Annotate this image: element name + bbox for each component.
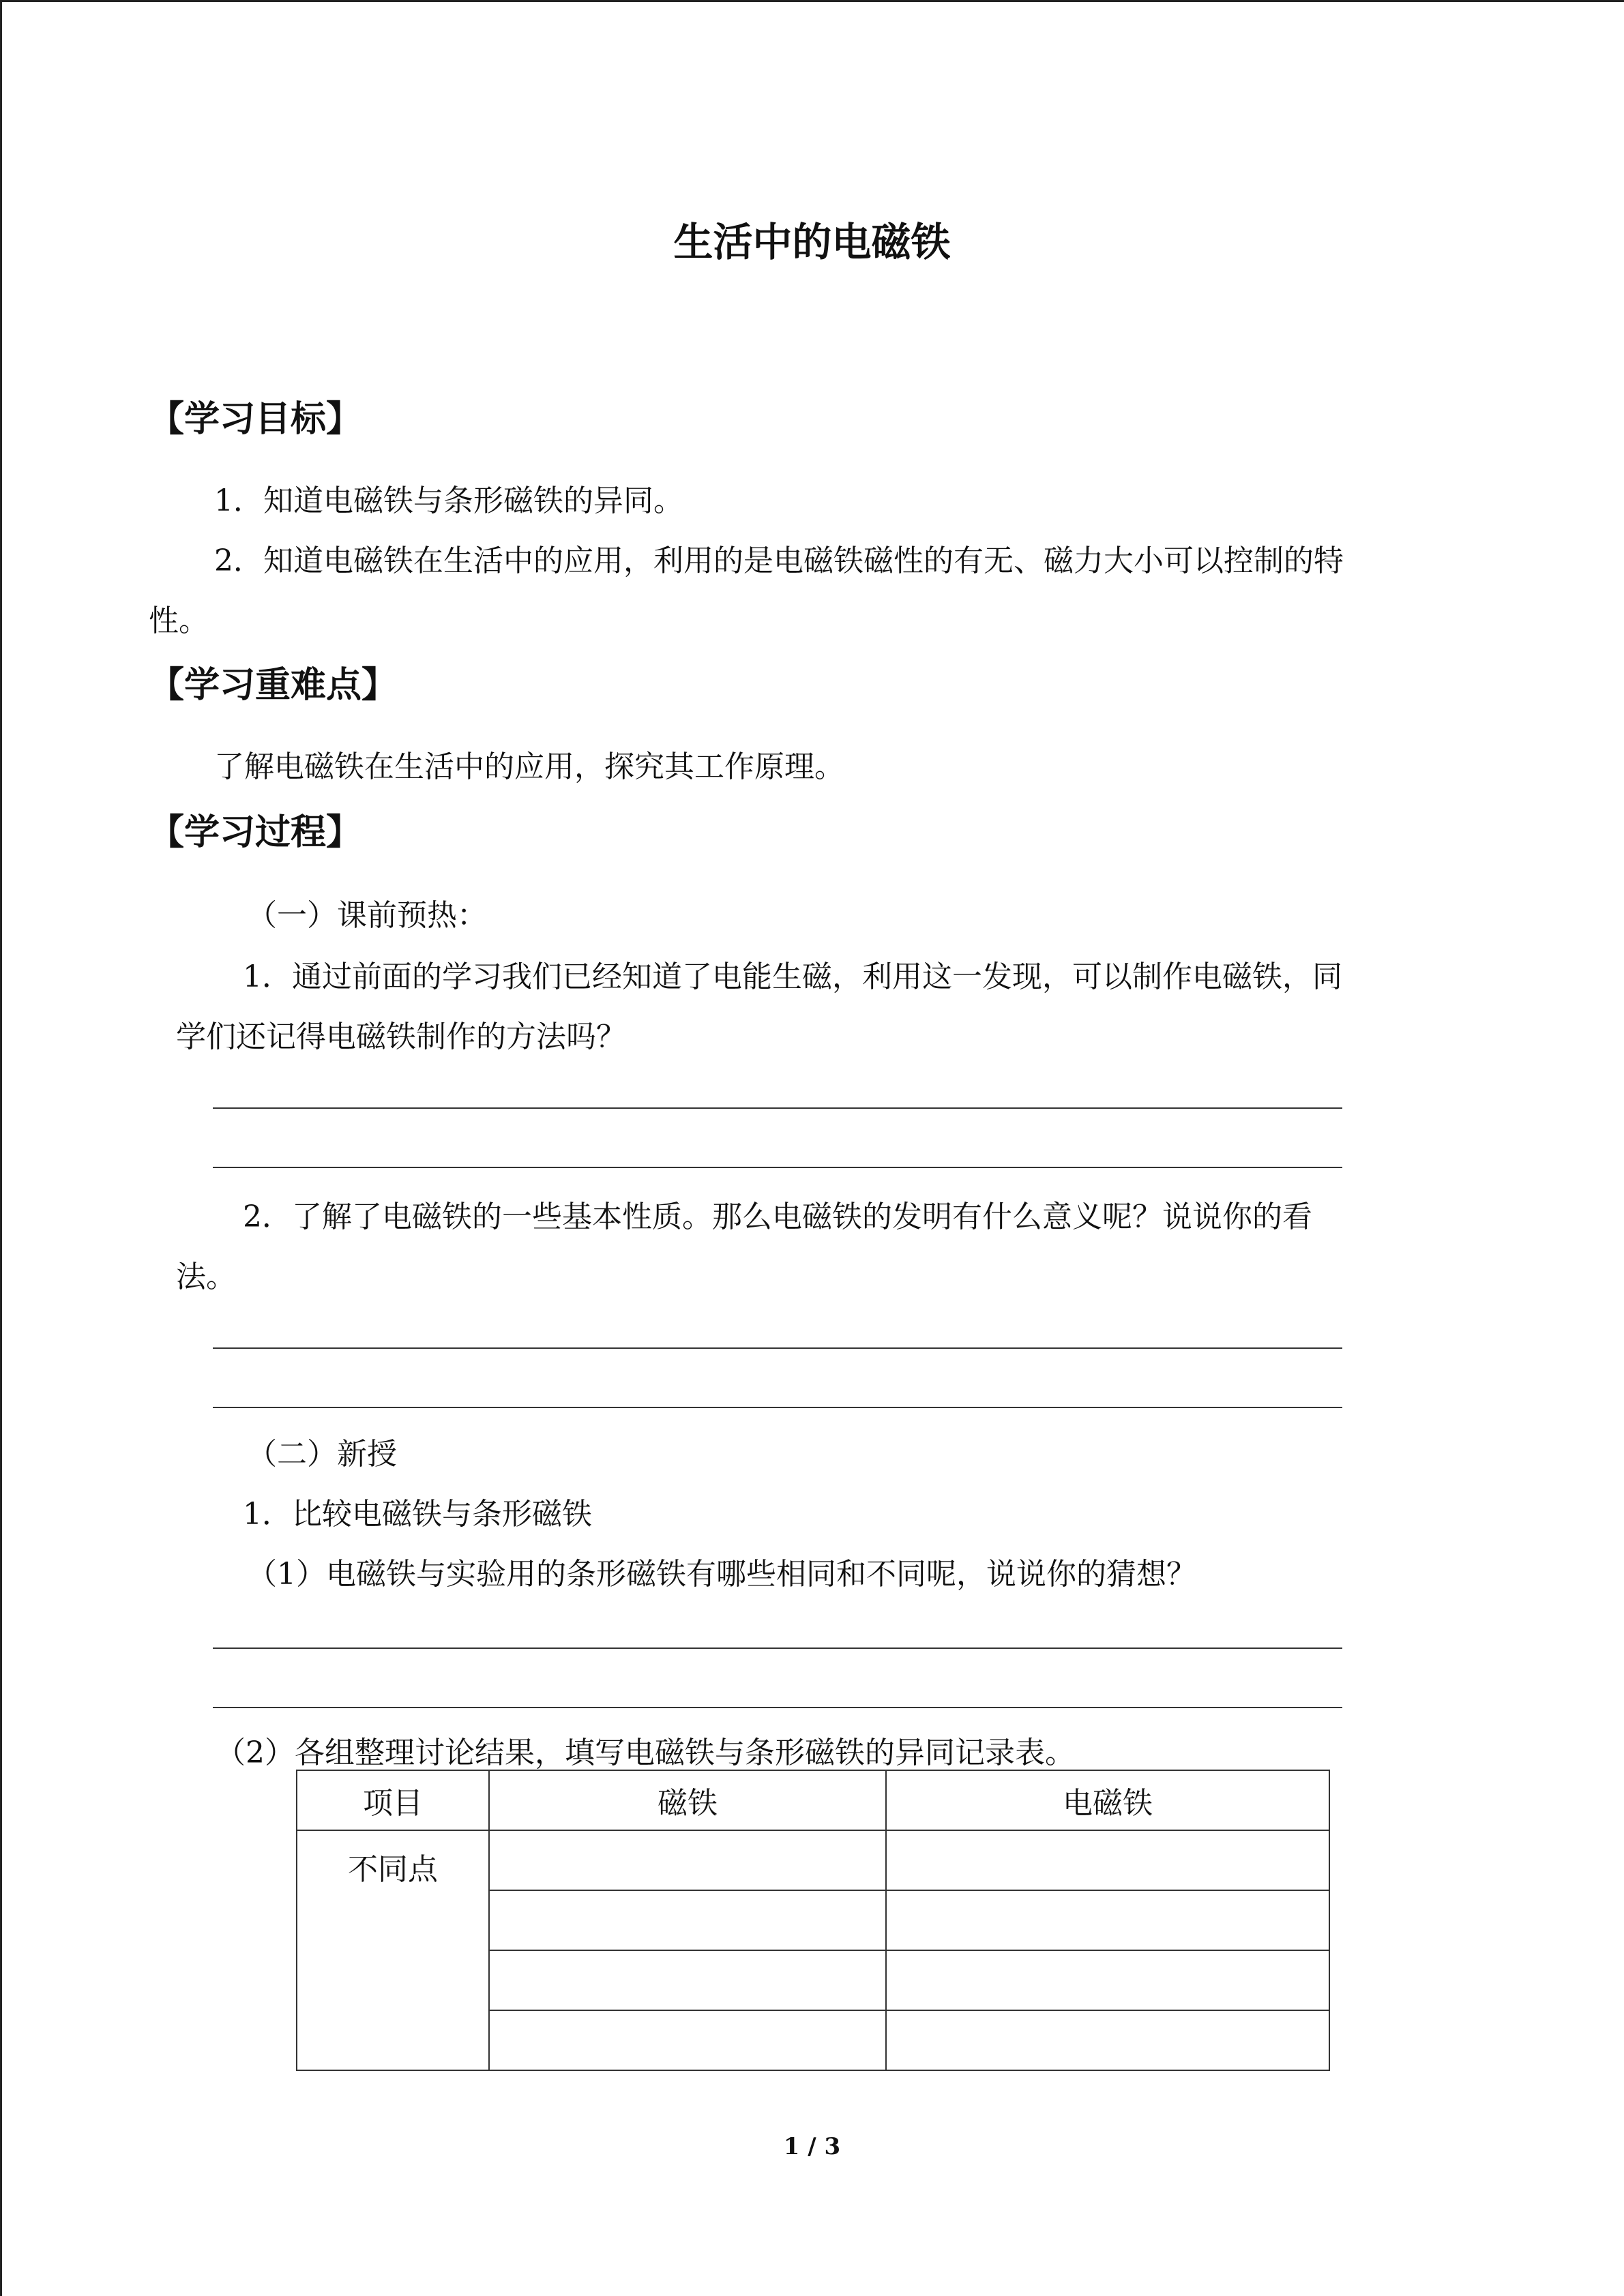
page-border-top	[0, 0, 1624, 2]
objective-item-2-line-1: 2．知道电磁铁在生活中的应用，利用的是电磁铁磁性的有无、磁力大小可以控制的特	[214, 543, 1344, 578]
table-cell-input[interactable]	[886, 1830, 1329, 1890]
question-2-line-1: 2．了解了电磁铁的一些基本性质。那么电磁铁的发明有什么意义呢？说说你的看	[243, 1199, 1312, 1234]
process-heading: 【学习过程】	[149, 811, 362, 853]
table-header-magnet: 磁铁	[489, 1770, 886, 1830]
table-cell-input[interactable]	[489, 1830, 886, 1890]
objective-item-1: 1．知道电磁铁与条形磁铁的异同。	[214, 483, 683, 518]
answer-line[interactable]	[213, 1107, 1342, 1109]
table-cell-input[interactable]	[886, 2010, 1329, 2070]
table-cell-input[interactable]	[886, 1890, 1329, 1950]
new-lesson-item-1: 1．比较电磁铁与条形磁铁	[243, 1497, 592, 1532]
question-2-line-2: 法。	[176, 1259, 236, 1294]
comparison-table	[296, 1770, 1330, 2071]
page-number: 1 / 3	[783, 2133, 841, 2160]
answer-line[interactable]	[213, 1167, 1342, 1168]
table-cell-input[interactable]	[886, 1950, 1329, 2010]
table-cell-input[interactable]	[489, 2010, 886, 2070]
new-lesson-sub-1: （1）电磁铁与实验用的条形磁铁有哪些相同和不同呢，说说你的猜想？	[247, 1557, 1196, 1592]
answer-line[interactable]	[213, 1707, 1342, 1708]
objectives-heading: 【学习目标】	[149, 398, 362, 440]
key-points-heading: 【学习重难点】	[149, 664, 398, 706]
answer-line[interactable]	[213, 1648, 1342, 1649]
table-cell-input[interactable]	[489, 1950, 886, 2010]
table-row	[297, 1830, 1329, 1890]
question-1-line-2: 学们还记得电磁铁制作的方法吗？	[176, 1019, 626, 1054]
answer-line[interactable]	[213, 1407, 1342, 1408]
page-border-left	[0, 0, 2, 2296]
table-header-row	[297, 1770, 1329, 1830]
part2-title: （二）新授	[247, 1437, 397, 1472]
table-header-item: 项目	[297, 1770, 489, 1830]
page-title: 生活中的电磁铁	[673, 219, 951, 265]
key-points-text: 了解电磁铁在生活中的应用，探究其工作原理。	[214, 749, 844, 784]
table-cell-input[interactable]	[489, 1890, 886, 1950]
answer-line[interactable]	[213, 1347, 1342, 1349]
question-1-line-1: 1．通过前面的学习我们已经知道了电能生磁，利用这一发现，可以制作电磁铁，同	[243, 959, 1342, 994]
new-lesson-sub-2: （2）各组整理讨论结果，填写电磁铁与条形磁铁的异同记录表。	[216, 1735, 1075, 1770]
table-header-electromagnet: 电磁铁	[886, 1770, 1329, 1830]
row-label-differences: 不同点	[297, 1830, 489, 2070]
objective-item-2-line-2: 性。	[149, 603, 209, 638]
part1-title: （一）课前预热：	[247, 898, 487, 933]
